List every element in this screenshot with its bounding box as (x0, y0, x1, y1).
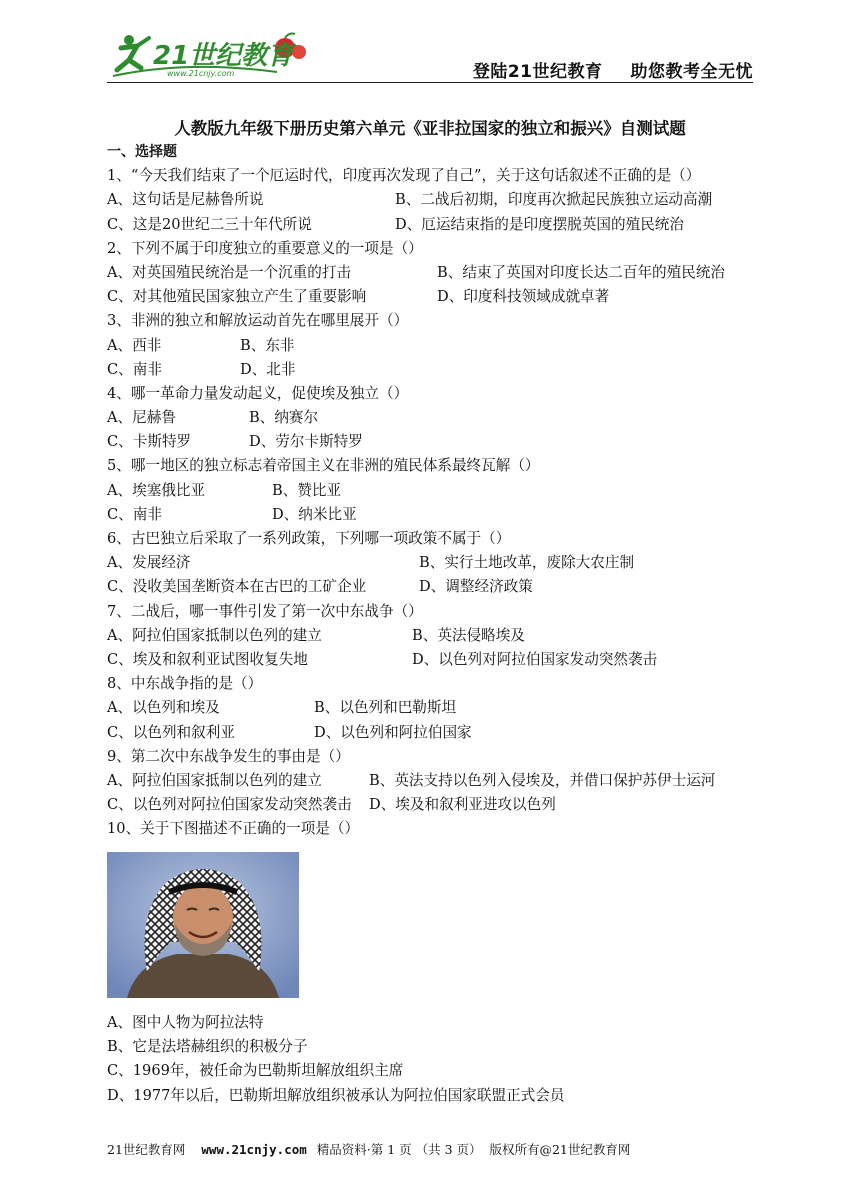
option-b: B、英法支持以色列入侵埃及，并借口保护苏伊士运河 (369, 771, 716, 789)
option-a: A、阿拉伯国家抵制以色列的建立 (107, 771, 322, 789)
question-6-options-cd (107, 575, 757, 599)
question-7-stem: 7、二战后，哪一事件引发了第一次中东战争（） (107, 602, 423, 620)
option-b: B、二战后初期，印度再次掀起民族独立运动高潮 (395, 191, 713, 209)
question-3-options-ab (107, 334, 757, 358)
option-b: B、以色列和巴勒斯坦 (314, 699, 457, 717)
option-b: B、赞比亚 (272, 481, 342, 499)
option-a: A、发展经济 (107, 554, 191, 572)
option-d: D、北非 (240, 360, 296, 378)
question-3-stem: 3、非洲的独立和解放运动首先在哪里展开（） (107, 312, 409, 330)
question-9-options-ab (107, 769, 757, 793)
question-4-stem: 4、哪一革命力量发动起义，促使埃及独立（） (107, 384, 409, 402)
option-b: B、纳赛尔 (249, 409, 319, 427)
option-c: C、南非 (107, 360, 162, 378)
page-footer (107, 1140, 757, 1158)
option-d: D、以色列对阿拉伯国家发动突然袭击 (412, 650, 658, 668)
option-a: A、尼赫鲁 (107, 409, 176, 427)
footer-page-info: 精品资料·第 1 页 （共 3 页） (316, 1142, 482, 1157)
option-c: C、1969年，被任命为巴勒斯坦解放组织主席 (107, 1062, 404, 1080)
question-9-stem: 9、第二次中东战争发生的事由是（） (107, 747, 350, 765)
option-d: D、劳尔卡斯特罗 (249, 433, 363, 451)
option-d: D、印度科技领域成就卓著 (437, 288, 610, 306)
question-6-options-ab (107, 551, 757, 575)
option-c: C、以色列对阿拉伯国家发动突然袭击 (107, 796, 352, 814)
question-1-options-ab (107, 188, 757, 212)
option-d: D、埃及和叙利亚进攻以色列 (369, 796, 556, 814)
question-1-options-cd (107, 213, 757, 237)
footer-brand: 21世纪教育网 (107, 1142, 186, 1157)
option-d: D、以色列和阿拉伯国家 (314, 723, 472, 741)
option-b: B、它是法塔赫组织的积极分子 (107, 1038, 308, 1056)
question-list (107, 140, 757, 841)
page-title: 人教版九年级下册历史第六单元《亚非拉国家的独立和振兴》自测试题 (174, 119, 686, 138)
header-divider (107, 82, 753, 83)
option-b: B、结束了英国对印度长达二百年的殖民统治 (437, 263, 726, 281)
question-8-options-cd (107, 721, 757, 745)
footer-website[interactable]: www.21cnjy.com (201, 1142, 307, 1157)
question-5-stem: 5、哪一地区的独立标志着帝国主义在非洲的殖民体系最终瓦解（） (107, 457, 540, 475)
option-d: D、厄运结束指的是印度摆脱英国的殖民统治 (395, 215, 684, 233)
question-7-options-ab (107, 624, 757, 648)
option-b: B、东非 (240, 336, 295, 354)
question-3-options-cd (107, 358, 757, 382)
option-c: C、埃及和叙利亚试图收复失地 (107, 650, 308, 668)
question-5-options-cd (107, 503, 757, 527)
option-a: A、阿拉伯国家抵制以色列的建立 (107, 626, 322, 644)
option-c: C、对其他殖民国家独立产生了重要影响 (107, 288, 367, 306)
slogan-login: 登陆21世纪教育 (472, 62, 603, 82)
option-b: B、实行土地改革，废除大农庄制 (419, 554, 635, 572)
question-2-options-ab (107, 261, 757, 285)
question-4-options-cd (107, 430, 757, 454)
option-a: A、这句话是尼赫鲁所说 (107, 191, 264, 209)
footer-copyright: 版权所有@21世纪教育网 (489, 1142, 631, 1157)
option-a: A、对英国殖民统治是一个沉重的打击 (107, 263, 352, 281)
question-10-options (107, 1011, 757, 1108)
option-b: B、英法侵略埃及 (412, 626, 525, 644)
option-c: C、南非 (107, 505, 162, 523)
question-6-stem: 6、古巴独立后采取了一系列政策，下列哪一项政策不属于（） (107, 530, 511, 547)
section-heading: 一、选择题 (107, 144, 177, 160)
option-a: A、西非 (107, 336, 162, 354)
question-2-stem: 2、下列不属于印度独立的重要意义的一项是（） (107, 239, 423, 257)
question-4-options-ab (107, 406, 757, 430)
option-d: D、纳米比亚 (272, 505, 357, 523)
question-7-options-cd (107, 648, 757, 672)
question-9-options-cd (107, 793, 757, 817)
portrait-photo (107, 852, 299, 998)
svg-text:21世纪教育: 21世纪教育 (153, 41, 294, 71)
option-a: A、埃塞俄比亚 (107, 481, 206, 499)
option-c: C、没收美国垄断资本在古巴的工矿企业 (107, 578, 367, 596)
page-header (107, 30, 753, 82)
svg-text:www.21cnjy.com: www.21cnjy.com (167, 69, 235, 78)
header-slogan (473, 57, 753, 82)
option-c: C、卡斯特罗 (107, 433, 192, 451)
option-c: C、这是20世纪二三十年代所说 (107, 215, 312, 233)
question-2-options-cd (107, 285, 757, 309)
question-1-stem: 1、“今天我们结束了一个厄运时代，印度再次发现了自己”，关于这句话叙述不正确的是（） (107, 167, 701, 185)
question-8-stem: 8、中东战争指的是（） (107, 675, 263, 693)
option-d: D、1977年以后，巴勒斯坦解放组织被承认为阿拉伯国家联盟正式会员 (107, 1086, 565, 1104)
question-8-options-ab (107, 696, 757, 720)
option-a: A、以色列和埃及 (107, 699, 220, 717)
option-a: A、图中人物为阿拉法特 (107, 1014, 264, 1031)
question-10-stem: 10、关于下图描述不正确的一项是（） (107, 820, 360, 838)
question-5-options-ab (107, 479, 757, 503)
slogan-help: 助您教考全无忧 (630, 62, 753, 82)
option-d: D、调整经济政策 (419, 578, 533, 596)
21cnjy-logo (107, 30, 317, 80)
option-c: C、以色列和叙利亚 (107, 723, 235, 741)
